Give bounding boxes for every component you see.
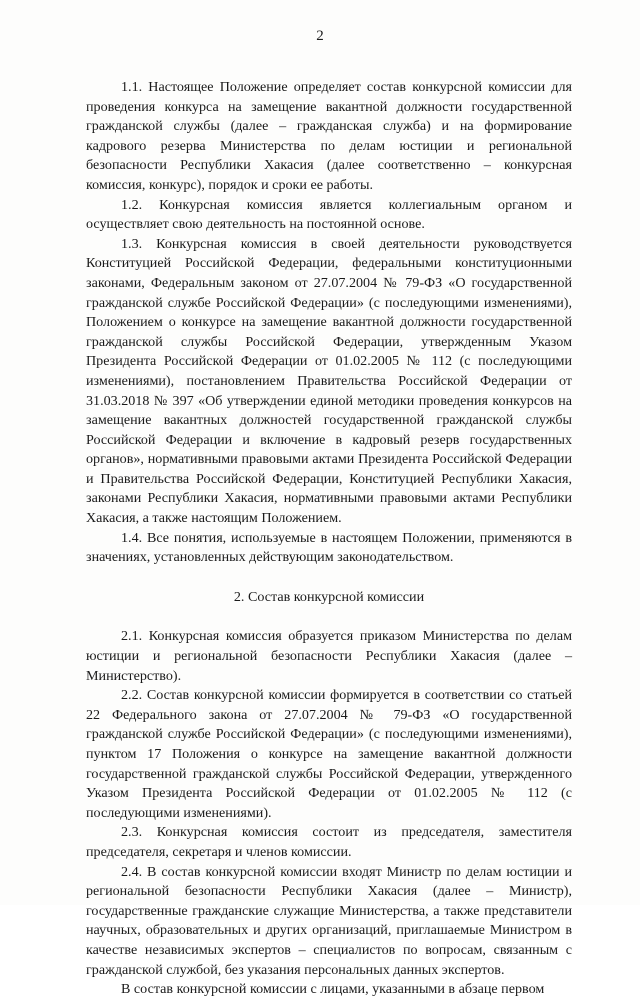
paragraph-2-4: 2.4. В состав конкурсной комиссии входят Министр по делам юстиции и региональной безопасности Республики Хакасия (далее – Министр), государственные гражданские служащие Министерства, а также представители научных, образовательных и других организаций, приглашаемые Министром в качестве независимых экспертов – специалистов по вопросам, связанным с гражданской службой, без указания персональных данных экспертов. [86,863,572,978]
paragraph-1-4: 1.4. Все понятия, используемые в настоящем Положении, применяются в значениях, установленных действующим законодательством. [86,529,572,566]
paragraph-2-3: 2.3. Конкурсная комиссия состоит из председателя, заместителя председателя, секретаря и членов комиссии. [86,824,572,860]
paragraph-1-2: 1.2. Конкурсная комиссия является коллегиальным органом и осуществляет свою деятельность на постоянной основе. [86,196,572,233]
document-body [86,78,572,1000]
page-number: 2 [316,28,324,44]
paragraph-2-4-continued: В состав конкурсной комиссии с лицами, указанными в абзаце первом [121,981,545,998]
paragraph-2-2: 2.2. Состав конкурсной комиссии формируется в соответствии со статьей 22 Федерального закона от 27.07.2004 № 79-ФЗ «О государственной гражданской службе Российской Федерации» (с последующими изменениями), пунктом 17 Положения о конкурсе на замещение вакантной должности государственной гражданской службы Российской Федерации, утвержденного Указом Президента Российской Федерации от 01.02.2005 № 112 (с последующими изменениями). [86,687,572,821]
paragraph-1-3: 1.3. Конкурсная комиссия в своей деятельности руководствуется Конституцией Российской Федерации, федеральными конституционными законами, Федеральным законом от 27.07.2004 № 79-ФЗ «О государственной гражданской службе Российской Федерации» (с последующими изменениями), Положением о конкурсе на замещение вакантной должности государственной гражданской службы Российской Федерации, утвержденным Указом Президента Российской Федерации от 01.02.2005 № 112 (с последующими изменениями), постановлением Правительства Российской Федерации от 31.03.2018 № 397 «Об утверждении единой методики проведения конкурсов на замещение вакантных должностей государственной гражданской службы Российской Федерации и включение в кадровый резерв государственных органов», нормативными правовыми актами Президента Российской Федерации и Правительства Российской Федерации, Конституцией Республики Хакасия, законами Республики Хакасия, нормативными правовыми актами Республики Хакасия, а также настоящим Положением. [86,235,572,527]
paragraph-1-1: 1.1. Настоящее Положение определяет состав конкурсной комиссии для проведения конкурса на замещение вакантной должности государственной гражданской службы (далее – гражданская служба) и на формирование кадрового резерва Министерства по делам юстиции и региональной безопасности Республики Хакасия (далее соответственно – конкурсная комиссия, конкурс), порядок и сроки ее работы. [86,79,572,193]
paragraph-2-1: 2.1. Конкурсная комиссия образуется приказом Министерства по делам юстиции и региональной безопасности Республики Хакасия (далее – Министерство). [86,628,572,684]
section-heading: 2. Состав конкурсной комиссии [233,588,425,605]
